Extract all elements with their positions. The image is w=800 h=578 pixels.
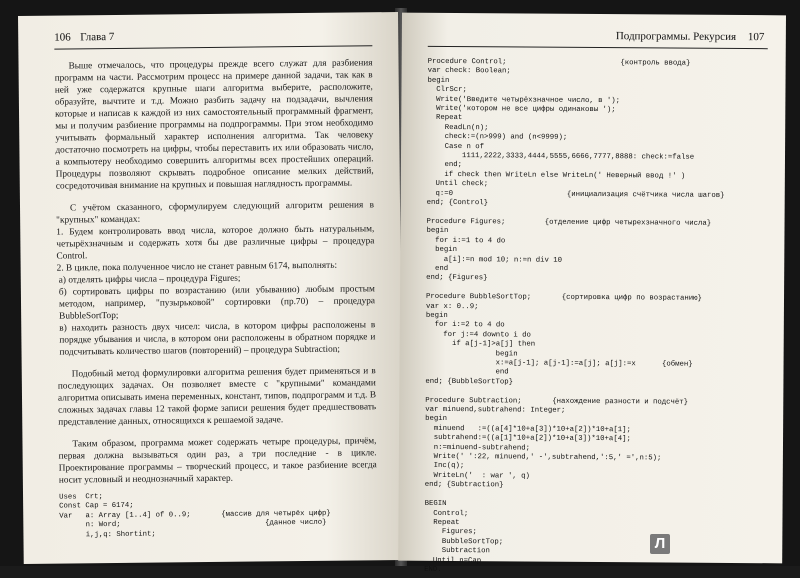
list-item: 1. Будем контролировать ввод числа, которое должно быть натуральным, четырёхзначным и содержать хотя бы две различные цифры – процедура Control.	[56, 224, 375, 262]
right-page	[398, 13, 786, 574]
paragraph: Подобный метод формулировки алгоритма решения будет применяться и в последующих задачах. Он позволяет вместе с "крупными" командами алгоритма описывать имена переменных, констант, типов, подпрограмм и т.д. В сложных задачах главы 12 такой форме записи решения будет предшествовать представление данных, относящихся к решаемой задаче.	[57, 366, 377, 428]
right-running-head: Подпрограммы. Рекурсия	[615, 30, 737, 43]
watermark-logo-icon: Л	[650, 534, 670, 554]
right-code-listing: Procedure Control; {контроль ввода} var check: Boolean; begin ClrScr; Write('Введите четырёхзначное число, в '); Write('котором не все цифры одинаковы '); Repeat ReadLn(n); check:=(n>999) and (n<9999); Case n of 1111,2222,3333,4444,5555,6666,7777,8888: check:=false end; if check then WriteLn else WriteLn(' Неверный ввод !' ) Until check; q:=0 {инициализация счётчика числа шагов} end; {Control} Procedure Figures; {отделение цифр четырехзначного числа} begin for i:=1 to 4 do begin a[i]:=n mod 10; n:=n div 10 end end; {Figures} Procedure BubbleSortTop; {сортировка цифр по возрастанию} var x: 0..9; begin for i:=2 to 4 do for j:=4 downto i do if a[j-1]>a[j] then begin x:=a[j-1]; a[j-1]:=a[j]; a[j]:=x {обмен} end end; {BubbleSortTop} Procedure Subtraction; {нахождение разности и подсчёт} var minuend,subtrahend: Integer; begin minuend :=((a[4]*10+a[3])*10+a[2])*10+a[1]; subtrahend:=((a[1]*10+a[2])*10+a[3])*10+a[4]; n:=minuend-subtrahend; Write(' ':22, minuend,' -',subtrahend,':5,' =',n:5); Inc(q); WriteLn(' : war ', q) end; {Subtraction} BEGIN Control; Repeat Figures; BubbleSortTop; Subtraction Until n=Cap END.	[424, 57, 725, 574]
paragraph: Выше отмечалось, что процедуры прежде всего служат для разбиения программ на части. Рассмотрим процесс на примере данной задачи, так как в ней уже содержатся крупные шаги алгоритма выберите, расположите, образуйте, вычтите и т.д. Можно разбить задачу на подзадачи, вычления которые и написав к каждой из них самостоятельный программный фрагмент, мы и получим разбиение программы на подпрограммы. При этом необходимо учитывать формальный характер исполнения алгоритма. Так человеку достаточно посмотреть на цифры, чтобы переставить их или образовать число, а компьютеру необходимо совершить алгоритмы всех простейших операций. Процедуры позволяют скрывать подробное описание мелких действий, сосредоточивая внимание на крупных и повышая наглядность программы.	[54, 58, 374, 192]
list-item: в) находить разность двух чисел: числа, в котором цифры расположены в порядке убывания и числа, в котором они расположены в обратном порядке и подсчитывать количество шагов (повторений) – процедура Subtraction;	[59, 320, 376, 358]
left-code-listing: Uses Crt; Const Cap = 6174; Var a: Array [1..4] of 0..9; {массив для четырёх цифр} n: Word; {данное число} i,j,q: Shortint;	[59, 493, 331, 540]
left-body-text	[54, 57, 376, 486]
paragraph: С учётом сказанного, сформулируем следующий алгоритм решения в "крупных" командах:	[56, 200, 375, 226]
list-item: а) отделять цифры числа – процедура Figures;	[58, 273, 241, 286]
right-page-number: 107	[747, 31, 765, 44]
list-item: 2. В цикле, пока полученное число не станет равным 6174, выполнять:	[56, 260, 338, 274]
left-page-number: 106	[54, 31, 71, 44]
left-page	[18, 12, 404, 564]
left-running-head: Глава 7	[80, 30, 115, 44]
right-header-rule	[428, 46, 768, 49]
list-item: б) сортировать цифры по возрастанию (или убыванию) любым простым методом, например, "пузырьковой" сортировки (пр.70) – процедура BubbleSortTop;	[58, 284, 376, 322]
left-header-rule	[54, 45, 372, 49]
paragraph: Таким образом, программа может содержать четыре процедуры, причём, первая должна вызываться один раз, а три последние - в цикле. Проектирование программы – творческий процесс, и такое разбиение всегда носит условный и неоднозначный характер.	[58, 436, 377, 486]
